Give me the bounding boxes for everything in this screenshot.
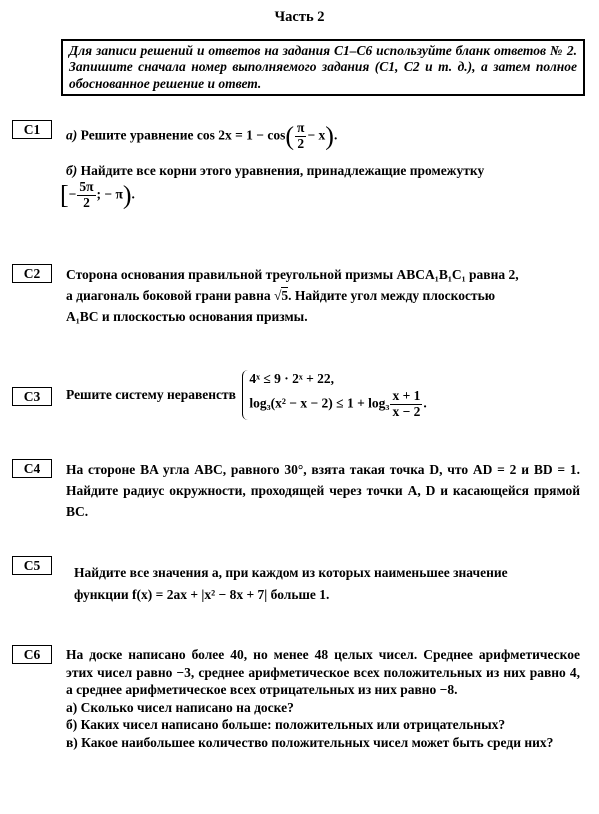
equation-left: cos 2x = 1 − cos [196,127,286,143]
interval-numerator: 5π [79,178,94,194]
interval: [− $\frac{5\pi}{2}$ ; − π). [60,178,135,210]
sqrt-value: 5 [281,287,289,303]
task-c3 [66,370,580,420]
inequality-2: log₃(x² − x − 2) ≤ 1 + log₃ $\frac{x + 1}{x - 2}$ . [249,387,427,419]
c3-text: Решите систему неравенств [66,387,236,403]
task-label-c1: С1 [12,120,52,139]
inequality-fraction: $\frac{x + 1}{x - 2}$ [392,387,421,419]
task-label-c4: С4 [12,459,52,478]
interval-denominator: 2 [83,194,90,210]
interval-rest: ; − π [96,186,123,202]
c6-question-b: б) Каких чисел написано больше: положительных или отрицательных? [66,717,506,733]
c2-line2: а диагональ боковой грани равна √5. Найдите угол между плоскостью [66,287,496,303]
task-c2 [66,265,580,328]
paren-open: ( [285,121,295,151]
c6-question-a: а) Сколько чисел написано на доске? [66,699,294,715]
task-c1-part-b [66,162,580,179]
paren-close: ) [325,121,334,151]
task-c1 [60,120,580,211]
task-c6 [66,646,580,751]
fraction-numerator: π [297,120,305,135]
c5-line1: Найдите все значения a, при каждом из которых наименьшее значение [74,565,508,580]
equation-fraction [295,121,306,152]
sqrt-sign: √ [273,287,282,303]
c6-question-c: в) Какое наибольшее количество положительных чисел может быть среди них? [66,734,554,750]
task-label-c5: С5 [12,556,52,575]
instructions-box: Для записи решений и ответов на задания С1–С6 используйте бланк ответов № 2. Запишите сначала номер выполняемого задания (С1, С2 и т. д.), а затем полное обоснованное решение и ответ. [61,39,585,96]
task-c4: На стороне BA угла ABC, равного 30°, взята такая точка D, что AD = 2 и BD = 1. Найдите радиус окружности, проходящей через точки A, D и касающейся прямой BC. [66,462,580,519]
part-a-text: Решите уравнение [80,127,194,143]
task-label-c6: С6 [12,645,52,664]
task-label-c3: С3 [12,387,52,406]
part-b-prefix: б) [66,162,78,178]
c2-line3: A₁BC и плоскостью основания призмы. [66,308,308,324]
page-title: Часть 2 [274,9,325,25]
fraction-denominator: 2 [297,135,305,151]
part-b-text: Найдите все корни этого уравнения, принадлежащие промежутку [80,162,485,178]
task-c5 [74,562,580,605]
interval-end: . [131,186,135,202]
c6-text: На доске написано более 40, но менее 48 целых чисел. Среднее арифметическое этих чисел равно −3, среднее арифметическое всех положительных из них равно 4, а среднее арифметическое всех отрицательных из них равно −8. [66,647,580,698]
task-c1-part-a [66,121,580,152]
bracket-close: ) [122,180,132,210]
c5-line2: функции f(x) = 2ax + |x² − 8x + 7| больше 1. [74,586,330,602]
equation-right: − x [307,127,326,143]
task-label-c2: С2 [12,264,52,283]
interval-fraction [77,180,95,211]
part-a-prefix: а) [66,127,78,143]
equation-end: . [333,127,338,143]
inequality-system [242,370,426,420]
c2-line1: Сторона основания правильной треугольной призмы ABCA₁B₁C₁ равна 2, [66,267,519,282]
inequality-1: 4ˣ ≤ 9 · 2ˣ + 22, [249,371,335,386]
bracket-open: [ [60,180,69,210]
